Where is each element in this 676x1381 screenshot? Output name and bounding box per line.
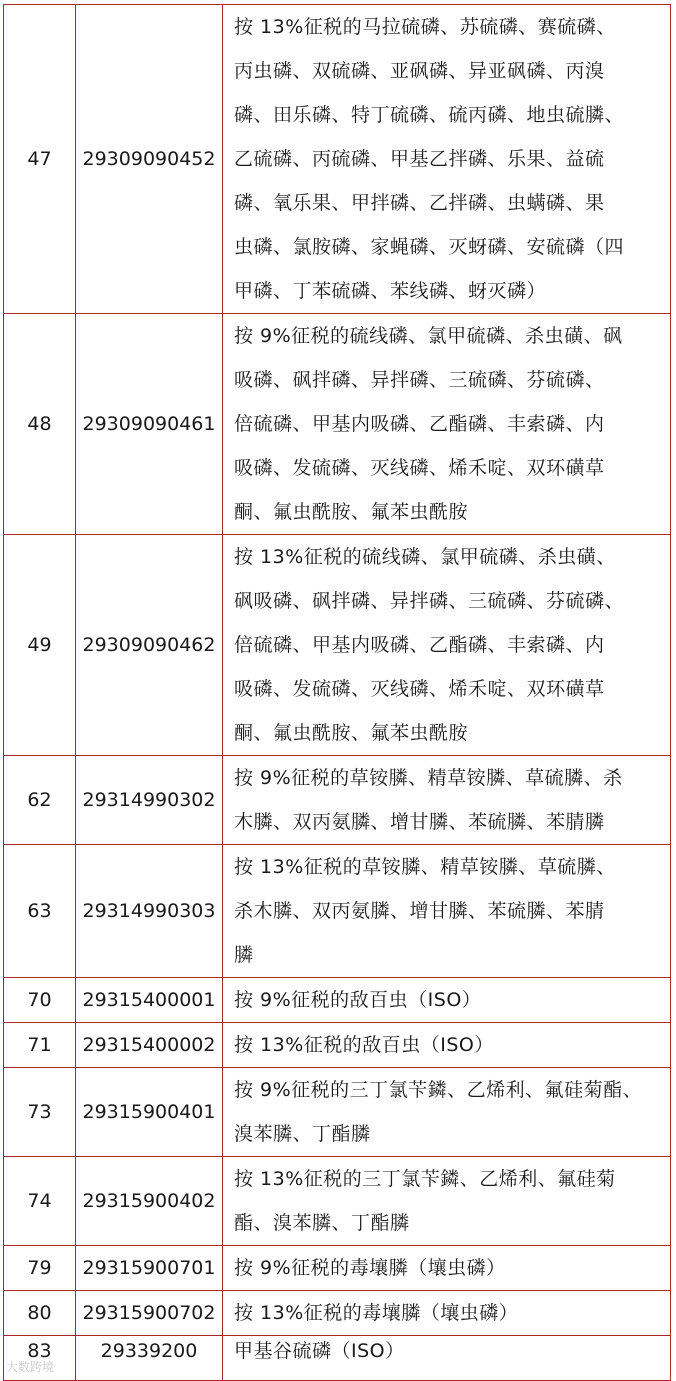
description-line: 吸磷、砜拌磷、异拌磷、三硫磷、芬硫磷、 [234, 369, 605, 391]
description-line: 酯、溴苯膦、丁酯膦 [234, 1212, 410, 1234]
row-number: 73 [4, 1068, 76, 1157]
description-line: 甲基谷硫磷（ISO） [234, 1340, 405, 1362]
row-number: 49 [4, 535, 76, 756]
description-line: 倍硫磷、甲基内吸磷、乙酯磷、丰索磷、内 [234, 413, 605, 435]
description-line: 按 9%征税的草铵膦、精草铵膦、草硫膦、杀 [234, 767, 623, 789]
description-line: 按 13%征税的三丁氯苄鏻、乙烯利、氟硅菊 [234, 1168, 616, 1190]
watermark: 大数跨境 [6, 1360, 55, 1374]
tax-code: 29315400001 [76, 978, 223, 1023]
table-row [4, 5, 671, 314]
description-line: 酮、氟虫酰胺、氟苯虫酰胺 [234, 722, 469, 744]
description-line: 按 9%征税的敌百虫（ISO） [234, 989, 482, 1011]
description [223, 1023, 671, 1068]
description-line: 膦 [234, 944, 254, 966]
tax-code: 29315900702 [76, 1291, 223, 1336]
description-line: 乙硫磷、丙硫磷、甲基乙拌磷、乐果、益硫 [234, 148, 605, 170]
table-row [4, 1157, 671, 1246]
row-number: 70 [4, 978, 76, 1023]
description-line: 按 13%征税的马拉硫磷、苏硫磷、赛硫磷、 [234, 16, 616, 38]
table-row [4, 314, 671, 535]
description-line: 倍硫磷、甲基内吸磷、乙酯磷、丰索磷、内 [234, 634, 605, 656]
row-number: 47 [4, 5, 76, 314]
table-row [4, 845, 671, 978]
description [223, 756, 671, 845]
description-line: 酮、氟虫酰胺、氟苯虫酰胺 [234, 501, 469, 523]
table-row [4, 756, 671, 845]
description-line: 丙虫磷、双硫磷、亚砜磷、异亚砜磷、丙溴 [234, 60, 605, 82]
description-line: 木膦、双丙氨膦、增甘膦、苯硫膦、苯腈膦 [234, 811, 605, 833]
row-number: 62 [4, 756, 76, 845]
table-row [4, 1291, 671, 1336]
description-line: 按 9%征税的硫线磷、氯甲硫磷、杀虫磺、砜 [234, 325, 623, 347]
tax-code: 29339200 [76, 1336, 223, 1381]
description [223, 535, 671, 756]
description-line: 溴苯膦、丁酯膦 [234, 1123, 371, 1145]
description [223, 314, 671, 535]
tax-code: 29315900401 [76, 1068, 223, 1157]
row-number: 79 [4, 1246, 76, 1291]
tax-code: 29309090452 [76, 5, 223, 314]
description-line: 按 9%征税的三丁氯苄鏻、乙烯利、氟硅菊酯、 [234, 1079, 643, 1101]
tax-code: 29315900402 [76, 1157, 223, 1246]
description-line: 甲磷、丁苯硫磷、苯线磷、蚜灭磷） [234, 280, 547, 302]
tax-code: 29315900701 [76, 1246, 223, 1291]
tax-code: 29315400002 [76, 1023, 223, 1068]
description-line: 杀木膦、双丙氨膦、增甘膦、苯硫膦、苯腈 [234, 900, 605, 922]
description [223, 5, 671, 314]
description [223, 1336, 671, 1381]
description-line: 按 9%征税的毒壤膦（壤虫磷） [234, 1257, 506, 1279]
tax-code: 29314990303 [76, 845, 223, 978]
row-number: 71 [4, 1023, 76, 1068]
tariff-table [3, 4, 671, 1381]
description-line: 虫磷、氯胺磷、家蝇磷、灭蚜磷、安硫磷（四 [234, 236, 625, 258]
tax-code: 29314990302 [76, 756, 223, 845]
description-line: 吸磷、发硫磷、灭线磷、烯禾啶、双环磺草 [234, 457, 605, 479]
description [223, 1246, 671, 1291]
description [223, 845, 671, 978]
row-number: 63 [4, 845, 76, 978]
description-line: 磷、氧乐果、甲拌磷、乙拌磷、虫螨磷、果 [234, 192, 605, 214]
table-row [4, 1336, 671, 1381]
description [223, 1068, 671, 1157]
description-line: 按 13%征税的敌百虫（ISO） [234, 1034, 494, 1056]
table-row [4, 1023, 671, 1068]
row-number: 74 [4, 1157, 76, 1246]
description-line: 按 13%征税的毒壤膦（壤虫磷） [234, 1302, 519, 1324]
row-number: 48 [4, 314, 76, 535]
description [223, 1157, 671, 1246]
table-row [4, 535, 671, 756]
tax-code: 29309090462 [76, 535, 223, 756]
tax-code: 29309090461 [76, 314, 223, 535]
table-row [4, 1246, 671, 1291]
description-line: 吸磷、发硫磷、灭线磷、烯禾啶、双环磺草 [234, 678, 605, 700]
table-row [4, 978, 671, 1023]
description [223, 1291, 671, 1336]
description-line: 按 13%征税的草铵膦、精草铵膦、草硫膦、 [234, 856, 616, 878]
description-line: 按 13%征税的硫线磷、氯甲硫磷、杀虫磺、 [234, 546, 616, 568]
description-line: 磷、田乐磷、特丁硫磷、硫丙磷、地虫硫膦、 [234, 104, 625, 126]
row-number: 80 [4, 1291, 76, 1336]
row-number: 83 [4, 1336, 76, 1381]
table-row [4, 1068, 671, 1157]
description-line: 砜吸磷、砜拌磷、异拌磷、三硫磷、芬硫磷、 [234, 590, 625, 612]
description [223, 978, 671, 1023]
